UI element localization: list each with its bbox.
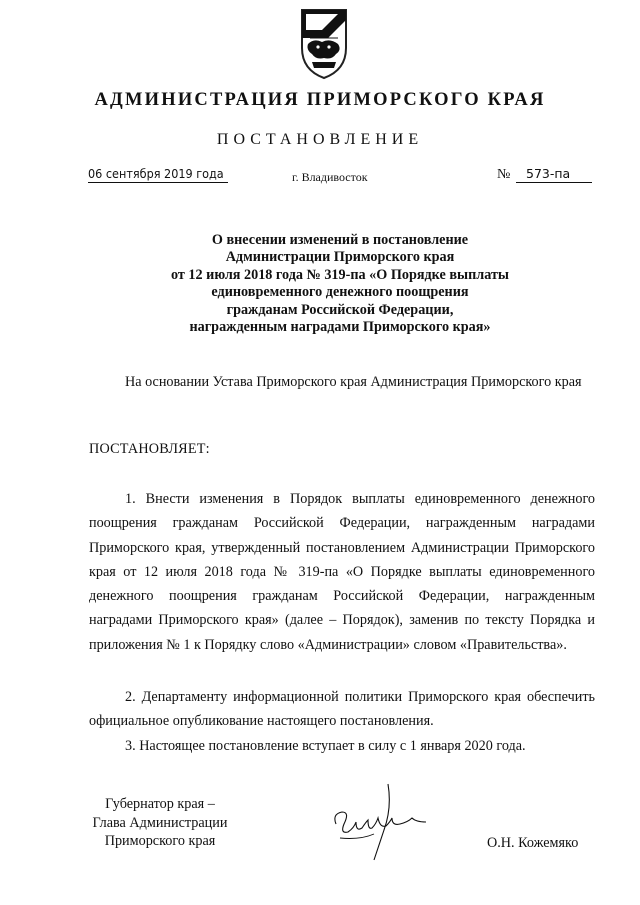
title-line: от 12 июля 2018 года № 319-па «О Порядке выплаты xyxy=(171,266,509,283)
title-line: О внесении изменений в постановление xyxy=(211,232,469,248)
organization-heading: АДМИНИСТРАЦИЯ ПРИМОРСКОГО КРАЯ xyxy=(94,90,546,110)
decree-word: ПОСТАНОВЛЯЕТ: xyxy=(89,441,210,457)
title-line: награжденным наградами Приморского края» xyxy=(189,319,491,336)
item-2-paragraph: 2. Департаменту информационной политики Приморского края обеспечить официальное опубликование настоящего постановления. xyxy=(89,689,595,730)
signer-position xyxy=(60,795,260,851)
signer-position-line: Приморского края xyxy=(104,833,216,850)
preamble-paragraph: На основании Устава Приморского края Администрация Приморского края xyxy=(125,374,582,390)
title-line: Администрации Приморского края xyxy=(225,249,455,266)
signer-position-line: Глава Администрации xyxy=(92,814,228,831)
item-3-paragraph: 3. Настоящее постановление вступает в силу с 1 января 2020 года. xyxy=(125,738,526,754)
document-number-label: № xyxy=(497,167,511,182)
coat-of-arms-icon xyxy=(298,8,350,80)
document-type-heading: ПОСТАНОВЛЕНИЕ xyxy=(216,131,424,148)
handwritten-signature xyxy=(330,778,430,868)
document-title xyxy=(90,232,590,336)
signer-position-line: Губернатор края – xyxy=(105,796,215,812)
document-date: 06 сентября 2019 года xyxy=(88,166,228,183)
title-line: единовременного денежного поощрения xyxy=(211,284,469,301)
document-city: г. Владивосток xyxy=(292,170,368,184)
title-line: гражданам Российской Федерации, xyxy=(226,301,454,318)
signer-name: О.Н. Кожемяко xyxy=(487,835,579,851)
document-number: 573-па xyxy=(516,166,592,183)
item-1-paragraph: 1. Внести изменения в Порядок выплаты единовременного денежного поощрения гражданам Российской Федерации, награжденным наградами Приморского края, утвержденный постановлением Администрации Приморского края от 12 июля 2018 года № 319-па «О Порядке выплаты единовременного денежного поощрения гражданам Российской Федерации, награжденным наградами Приморского края» (далее – Порядок), заменив по тексту Порядка и приложения № 1 к Порядку слово «Администрации» словом «Правительства». xyxy=(89,491,595,653)
